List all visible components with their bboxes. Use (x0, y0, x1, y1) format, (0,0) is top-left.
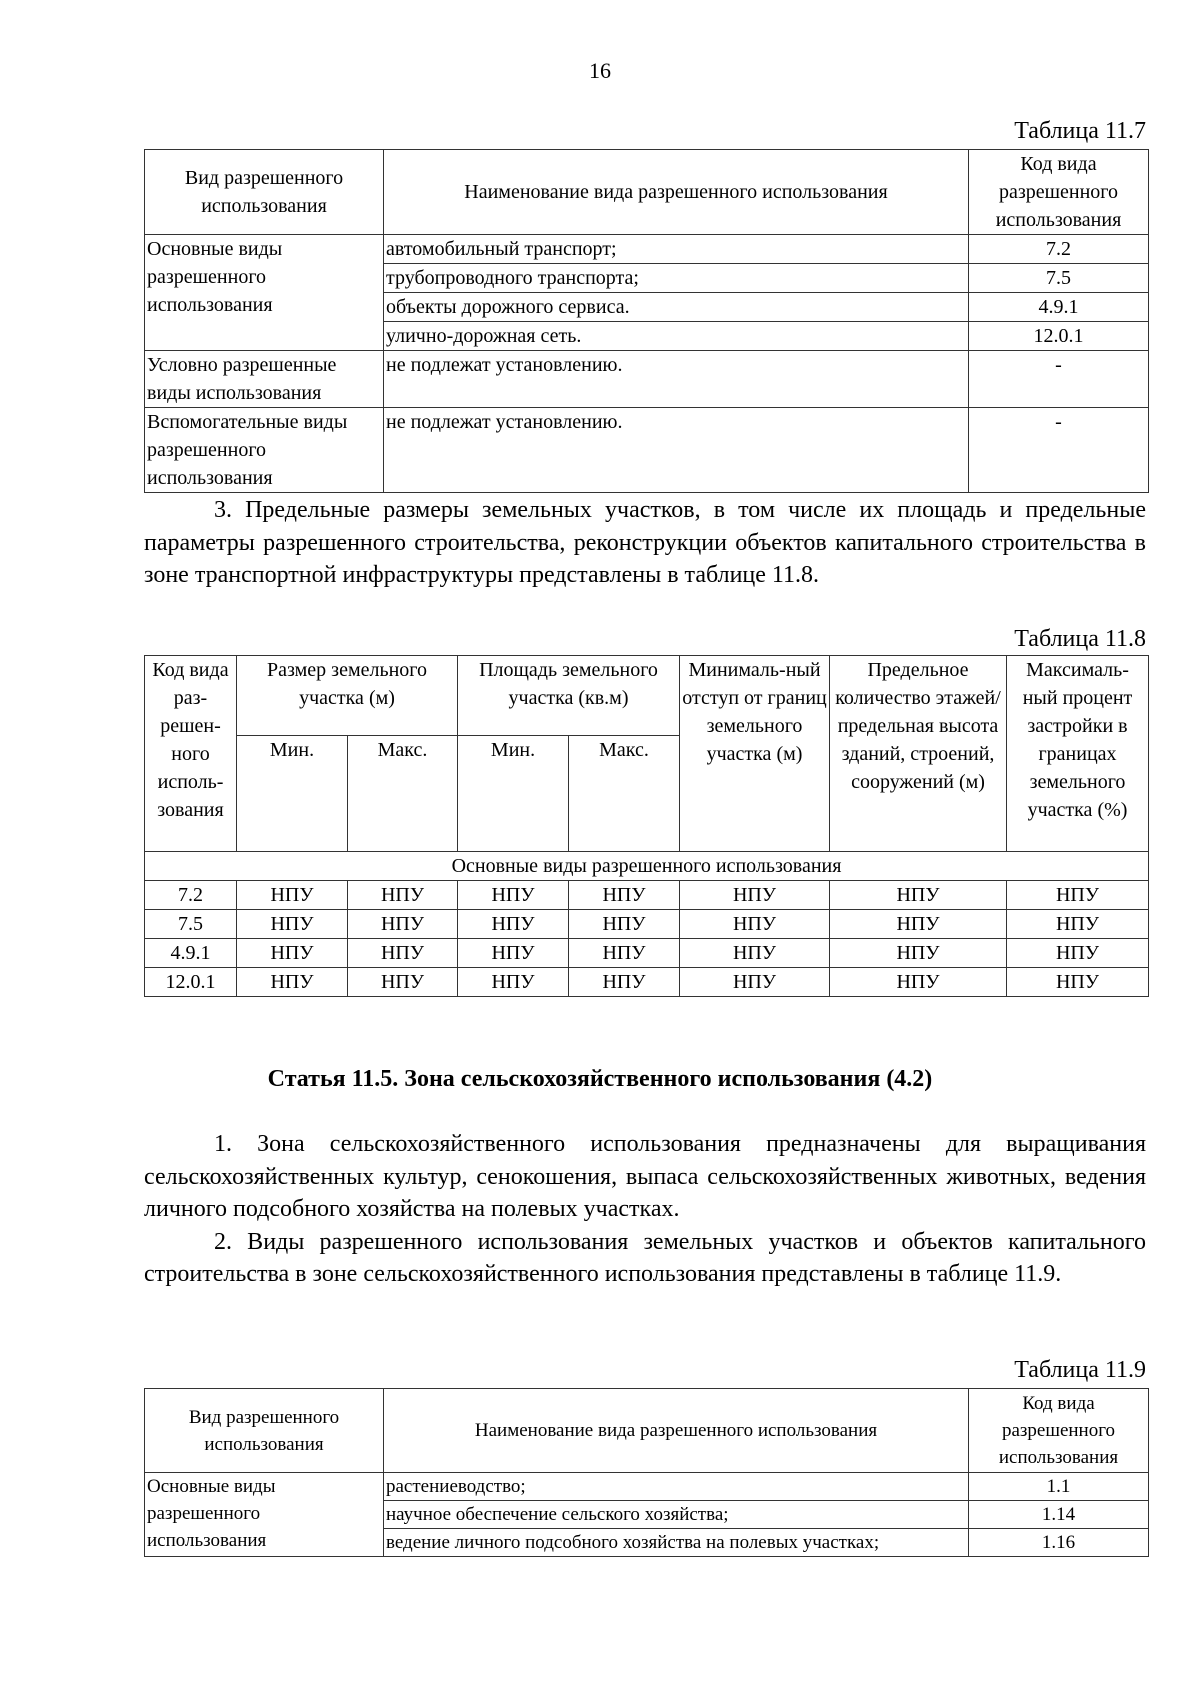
cell-value: НПУ (830, 881, 1007, 910)
header-usage-code: Код вида разрешенного использования (969, 1389, 1149, 1473)
header-size-min: Мин. (237, 736, 348, 852)
header-usage-name: Наименование вида разрешенного использования (384, 1389, 969, 1473)
header-size-max: Макс. (348, 736, 458, 852)
cell-value: НПУ (348, 939, 458, 968)
cell-value: НПУ (1007, 968, 1149, 997)
cell-value: НПУ (237, 968, 348, 997)
header-usage-name: Наименование вида разрешенного использования (384, 150, 969, 235)
paragraph-3-text: 3. Предельные размеры земельных участков, в том числе их площадь и предельные параметры разрешенного строительства, реконструкции объектов капитального строительства в зоне транспортной инфраструктуры представлены в таблице 11.8. (144, 497, 1146, 588)
group-main-label: Основные виды разрешенного использования (145, 1473, 384, 1557)
cell-value: НПУ (569, 968, 680, 997)
cell-value: НПУ (569, 881, 680, 910)
row-code: 12.0.1 (145, 968, 237, 997)
header-usage-code: Код вида разрешенного использования (969, 150, 1149, 235)
header-usage-type: Вид разрешенного использования (145, 1389, 384, 1473)
cell-value: НПУ (1007, 881, 1149, 910)
usage-name: растениеводство; (384, 1473, 969, 1501)
group-main-label: Основные виды разрешенного использования (145, 235, 384, 351)
cell-value: НПУ (348, 910, 458, 939)
paragraph-2: 2. Виды разрешенного использования земельных участков и объектов капитального строительства в зоне сельскохозяйственного использования представлены в таблице 11.9. (144, 1228, 1146, 1287)
header-code: Код вида раз-решен-ного исполь-зования (145, 656, 237, 852)
usage-code: 1.1 (969, 1473, 1149, 1501)
header-min-setback: Минималь-ный отступ от границ земельного участка (м) (680, 656, 830, 852)
cell-value: НПУ (680, 881, 830, 910)
cell-value: НПУ (830, 910, 1007, 939)
header-usage-type: Вид разрешенного использования (145, 150, 384, 235)
usage-name: научное обеспечение сельского хозяйства; (384, 1501, 969, 1529)
usage-code: 12.0.1 (969, 322, 1149, 351)
auxiliary-usage-code: - (969, 408, 1149, 493)
usage-name: автомобильный транспорт; (384, 235, 969, 264)
usage-name: улично-дорожная сеть. (384, 322, 969, 351)
table-11-9 (144, 1388, 1149, 1557)
page-number: 16 (589, 58, 611, 83)
table-11-8-caption: Таблица 11.8 (1014, 626, 1146, 652)
auxiliary-usage-name: не подлежат установлению. (384, 408, 969, 493)
group-auxiliary-label: Вспомогательные виды разрешенного использования (145, 408, 384, 493)
group-conditional-label: Условно разрешенные виды использования (145, 351, 384, 408)
cell-value: НПУ (1007, 939, 1149, 968)
cell-value: НПУ (1007, 910, 1149, 939)
cell-value: НПУ (569, 939, 680, 968)
table-11-7-caption: Таблица 11.7 (1014, 118, 1146, 144)
table-11-7 (144, 149, 1149, 493)
cell-value: НПУ (458, 968, 569, 997)
usage-name: ведение личного подсобного хозяйства на полевых участках; (384, 1529, 969, 1557)
usage-code: 1.16 (969, 1529, 1149, 1557)
conditional-usage-name: не подлежат установлению. (384, 351, 969, 408)
cell-value: НПУ (569, 910, 680, 939)
usage-code: 7.5 (969, 264, 1149, 293)
usage-code: 7.2 (969, 235, 1149, 264)
cell-value: НПУ (237, 939, 348, 968)
cell-value: НПУ (458, 910, 569, 939)
header-plot-size: Размер земельного участка (м) (237, 656, 458, 736)
cell-value: НПУ (680, 968, 830, 997)
article-paragraphs (144, 1128, 1146, 1291)
usage-name: объекты дорожного сервиса. (384, 293, 969, 322)
cell-value: НПУ (680, 910, 830, 939)
header-plot-area: Площадь земельного участка (кв.м) (458, 656, 680, 736)
header-max-floors: Предельное количество этажей/ предельная высота зданий, строений, сооружений (м) (830, 656, 1007, 852)
row-code: 4.9.1 (145, 939, 237, 968)
paragraph-3 (144, 494, 1146, 592)
cell-value: НПУ (830, 939, 1007, 968)
cell-value: НПУ (680, 939, 830, 968)
cell-value: НПУ (348, 881, 458, 910)
cell-value: НПУ (237, 881, 348, 910)
header-area-max: Макс. (569, 736, 680, 852)
usage-code: 4.9.1 (969, 293, 1149, 322)
paragraph-1: 1. Зона сельскохозяйственного использования предназначены для выращивания сельскохозяйственных культур, сенокошения, выпаса сельскохозяйственных животных, ведения личного подсобного хозяйства на полевых участках. (144, 1131, 1146, 1222)
row-code: 7.2 (145, 881, 237, 910)
cell-value: НПУ (458, 881, 569, 910)
header-max-percent: Максималь-ный процент застройки в границах земельного участка (%) (1007, 656, 1149, 852)
cell-value: НПУ (830, 968, 1007, 997)
header-area-min: Мин. (458, 736, 569, 852)
table-11-8 (144, 655, 1149, 997)
cell-value: НПУ (348, 968, 458, 997)
usage-code: 1.14 (969, 1501, 1149, 1529)
cell-value: НПУ (458, 939, 569, 968)
usage-name: трубопроводного транспорта; (384, 264, 969, 293)
article-heading: Статья 11.5. Зона сельскохозяйственного использования (4.2) (267, 1066, 933, 1092)
cell-value: НПУ (237, 910, 348, 939)
section-main-usage: Основные виды разрешенного использования (145, 852, 1149, 881)
conditional-usage-code: - (969, 351, 1149, 408)
row-code: 7.5 (145, 910, 237, 939)
table-11-9-caption: Таблица 11.9 (1014, 1357, 1146, 1383)
